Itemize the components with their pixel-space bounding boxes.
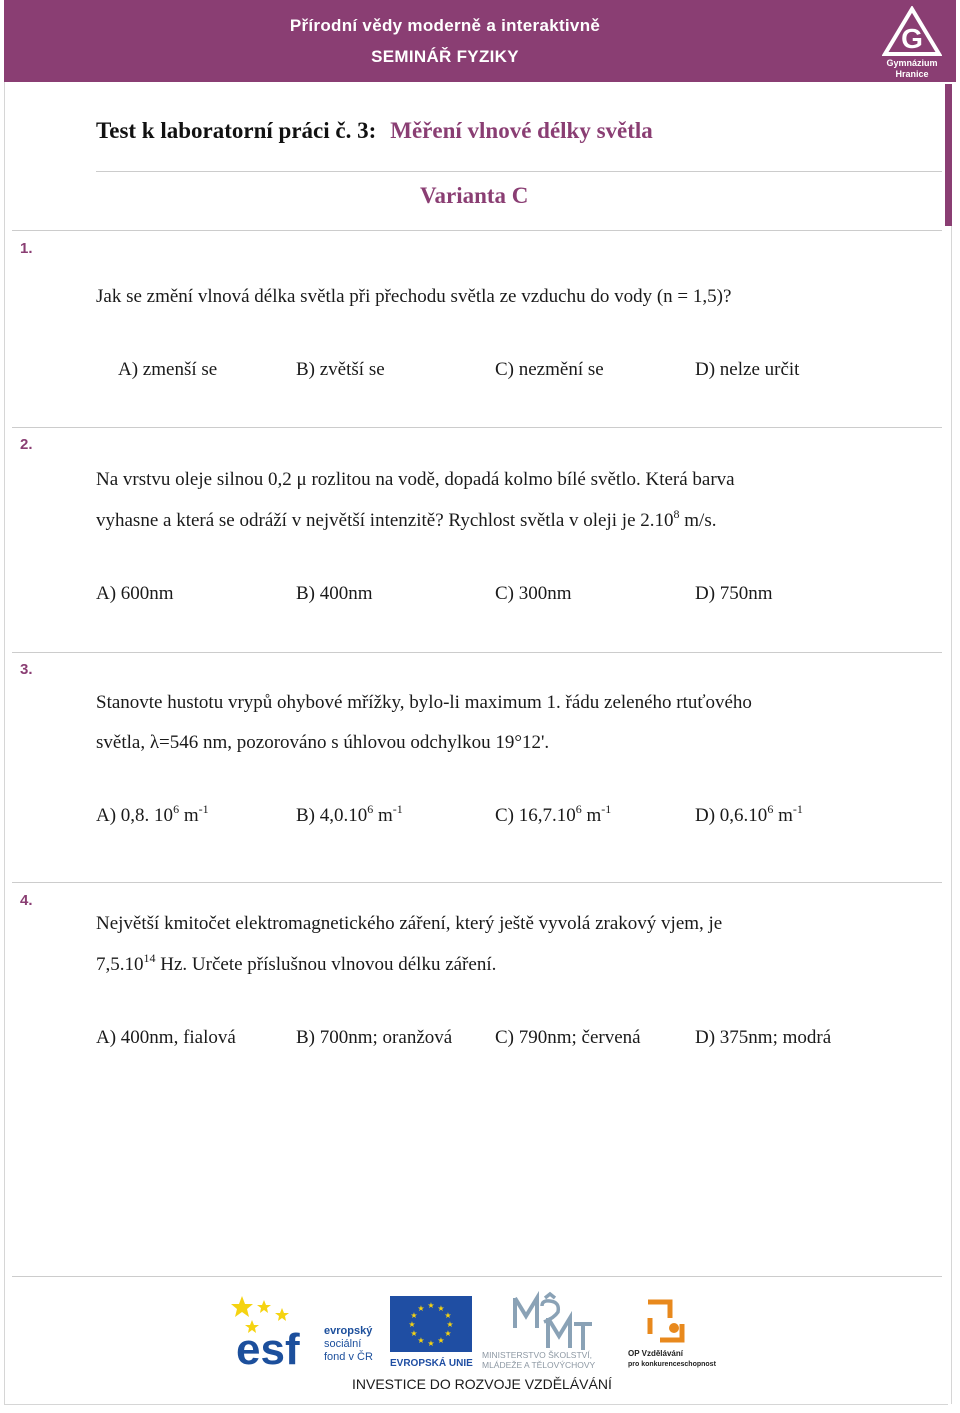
svg-text:OP Vzdělávání: OP Vzdělávání: [628, 1349, 683, 1358]
logo-text-line1: Gymnázium: [886, 58, 938, 68]
funding-logos-icon: [230, 1288, 730, 1400]
svg-text:★: ★: [417, 1304, 425, 1313]
answer-option: B) zvětší se: [296, 359, 385, 380]
svg-text:★: ★: [427, 1339, 435, 1348]
question-text-line1: Největší kmitočet elektromagnetického záření, který ještě vyvolá zrakový vjem, je: [96, 913, 723, 934]
answer-option: D) nelze určit: [695, 359, 800, 380]
answer-option: A) 0,8. $10^6$ $m^{-1}$: [96, 802, 209, 826]
triangle-logo-icon: [882, 6, 942, 58]
answer-option: B) 400nm: [296, 583, 373, 604]
header-subtitle: SEMINÁŘ FYZIKY: [371, 47, 519, 66]
svg-text:evropský: evropský: [324, 1325, 373, 1337]
right-accent-bar: [945, 84, 952, 226]
footer-divider: [12, 1276, 942, 1277]
svg-text:★: ★: [446, 1320, 454, 1329]
svg-text:★: ★: [437, 1336, 445, 1345]
question-number: 4.: [20, 892, 33, 909]
answer-option: A) zmenší se: [118, 359, 218, 380]
svg-text:esf: esf: [236, 1325, 300, 1374]
page-title: [96, 118, 653, 144]
question-divider: [12, 882, 942, 883]
left-border: [4, 82, 5, 1404]
answer-option: B) 4,0.10$^6$ $m^{-1}$: [296, 802, 403, 826]
question-divider: [12, 230, 942, 231]
answer-option: C) 300nm: [495, 583, 572, 604]
footer-slogan: INVESTICE DO ROZVOJE VZDĚLÁVÁNÍ: [352, 1376, 612, 1392]
page-header: [4, 0, 956, 82]
title-divider: [96, 171, 942, 172]
title-prefix: Test k laboratorní práci č. 3:: [96, 118, 377, 143]
svg-text:★: ★: [410, 1329, 418, 1338]
question-text: Jak se změní vlnová délka světla při přechodu světla ze vzduchu do vody (n = 1,5)?: [96, 286, 732, 307]
answer-option: C) 16,7.10$^6$ $m^{-1}$: [495, 802, 612, 826]
header-title: Přírodní vědy moderně a interaktivně: [289, 16, 601, 35]
title-topic: Měření vlnové délky světla: [390, 118, 653, 143]
answer-option: C) 790nm; červená: [495, 1027, 641, 1048]
svg-text:★: ★: [410, 1311, 418, 1320]
svg-text:★: ★: [427, 1301, 435, 1310]
answer-option: D) 0,6.10$^6$ $m^{-1}$: [695, 802, 803, 826]
answer-option: B) 700nm; oranžová: [296, 1027, 453, 1048]
question-text-line1: Stanovte hustotu vrypů ohybové mřížky, bylo-li maximum 1. řádu zeleného rtuťového: [96, 692, 752, 713]
svg-text:fond v ČR: fond v ČR: [324, 1351, 373, 1363]
answer-option: A) 400nm, fialová: [96, 1027, 236, 1048]
question-number: 2.: [20, 436, 33, 453]
question-text-line2: 7,5.10$^{14}$ Hz. Určete příslušnou vlnovou délku záření.: [96, 951, 497, 975]
gymnazium-logo: [882, 6, 942, 80]
variant-label: Varianta C: [420, 183, 529, 208]
svg-text:★: ★: [408, 1320, 416, 1329]
question-text-line2: světla, λ=546 nm, pozorováno s úhlovou odchylkou 19°12'.: [96, 732, 550, 753]
question-number: 3.: [20, 661, 33, 678]
eu-flag-icon: [390, 1296, 473, 1369]
msmt-logo-icon: [482, 1294, 596, 1370]
svg-text:sociální: sociální: [324, 1338, 362, 1350]
answer-option: A) 600nm: [96, 583, 174, 604]
svg-text:G: G: [901, 23, 923, 54]
svg-text:★: ★: [437, 1304, 445, 1313]
svg-text:MLÁDEŽE A TĚLOVÝCHOVY: MLÁDEŽE A TĚLOVÝCHOVY: [482, 1360, 596, 1370]
svg-text:EVROPSKÁ UNIE: EVROPSKÁ UNIE: [390, 1358, 473, 1369]
answer-option: C) nezmění se: [495, 359, 604, 380]
logo-text-line2: Hranice: [895, 69, 929, 79]
question-number: 1.: [20, 240, 33, 257]
question-divider: [12, 652, 942, 653]
answer-option: D) 375nm; modrá: [695, 1027, 832, 1048]
answer-option: D) 750nm: [695, 583, 773, 604]
question-divider: [12, 427, 942, 428]
svg-text:pro konkurenceschopnost: pro konkurenceschopnost: [628, 1361, 716, 1368]
svg-text:★: ★: [417, 1336, 425, 1345]
question-text-line1: Na vrstvu oleje silnou 0,2 μ rozlitou na vodě, dopadá kolmo bílé světlo. Která barva: [96, 469, 735, 490]
op-logo-icon: [628, 1302, 717, 1368]
bottom-border: [4, 1404, 948, 1405]
funding-logos: [230, 1288, 730, 1400]
right-border: [951, 226, 952, 1404]
esf-logo-icon: [231, 1296, 373, 1374]
svg-text:MINISTERSTVO ŠKOLSTVÍ,: MINISTERSTVO ŠKOLSTVÍ,: [482, 1350, 593, 1360]
svg-text:★: ★: [444, 1329, 452, 1338]
svg-text:★: ★: [444, 1311, 452, 1320]
question-text-line2: vyhasne a která se odráží v největší intenzitě? Rychlost světla v oleji je 2.10$^8$ m/s.: [96, 507, 717, 531]
